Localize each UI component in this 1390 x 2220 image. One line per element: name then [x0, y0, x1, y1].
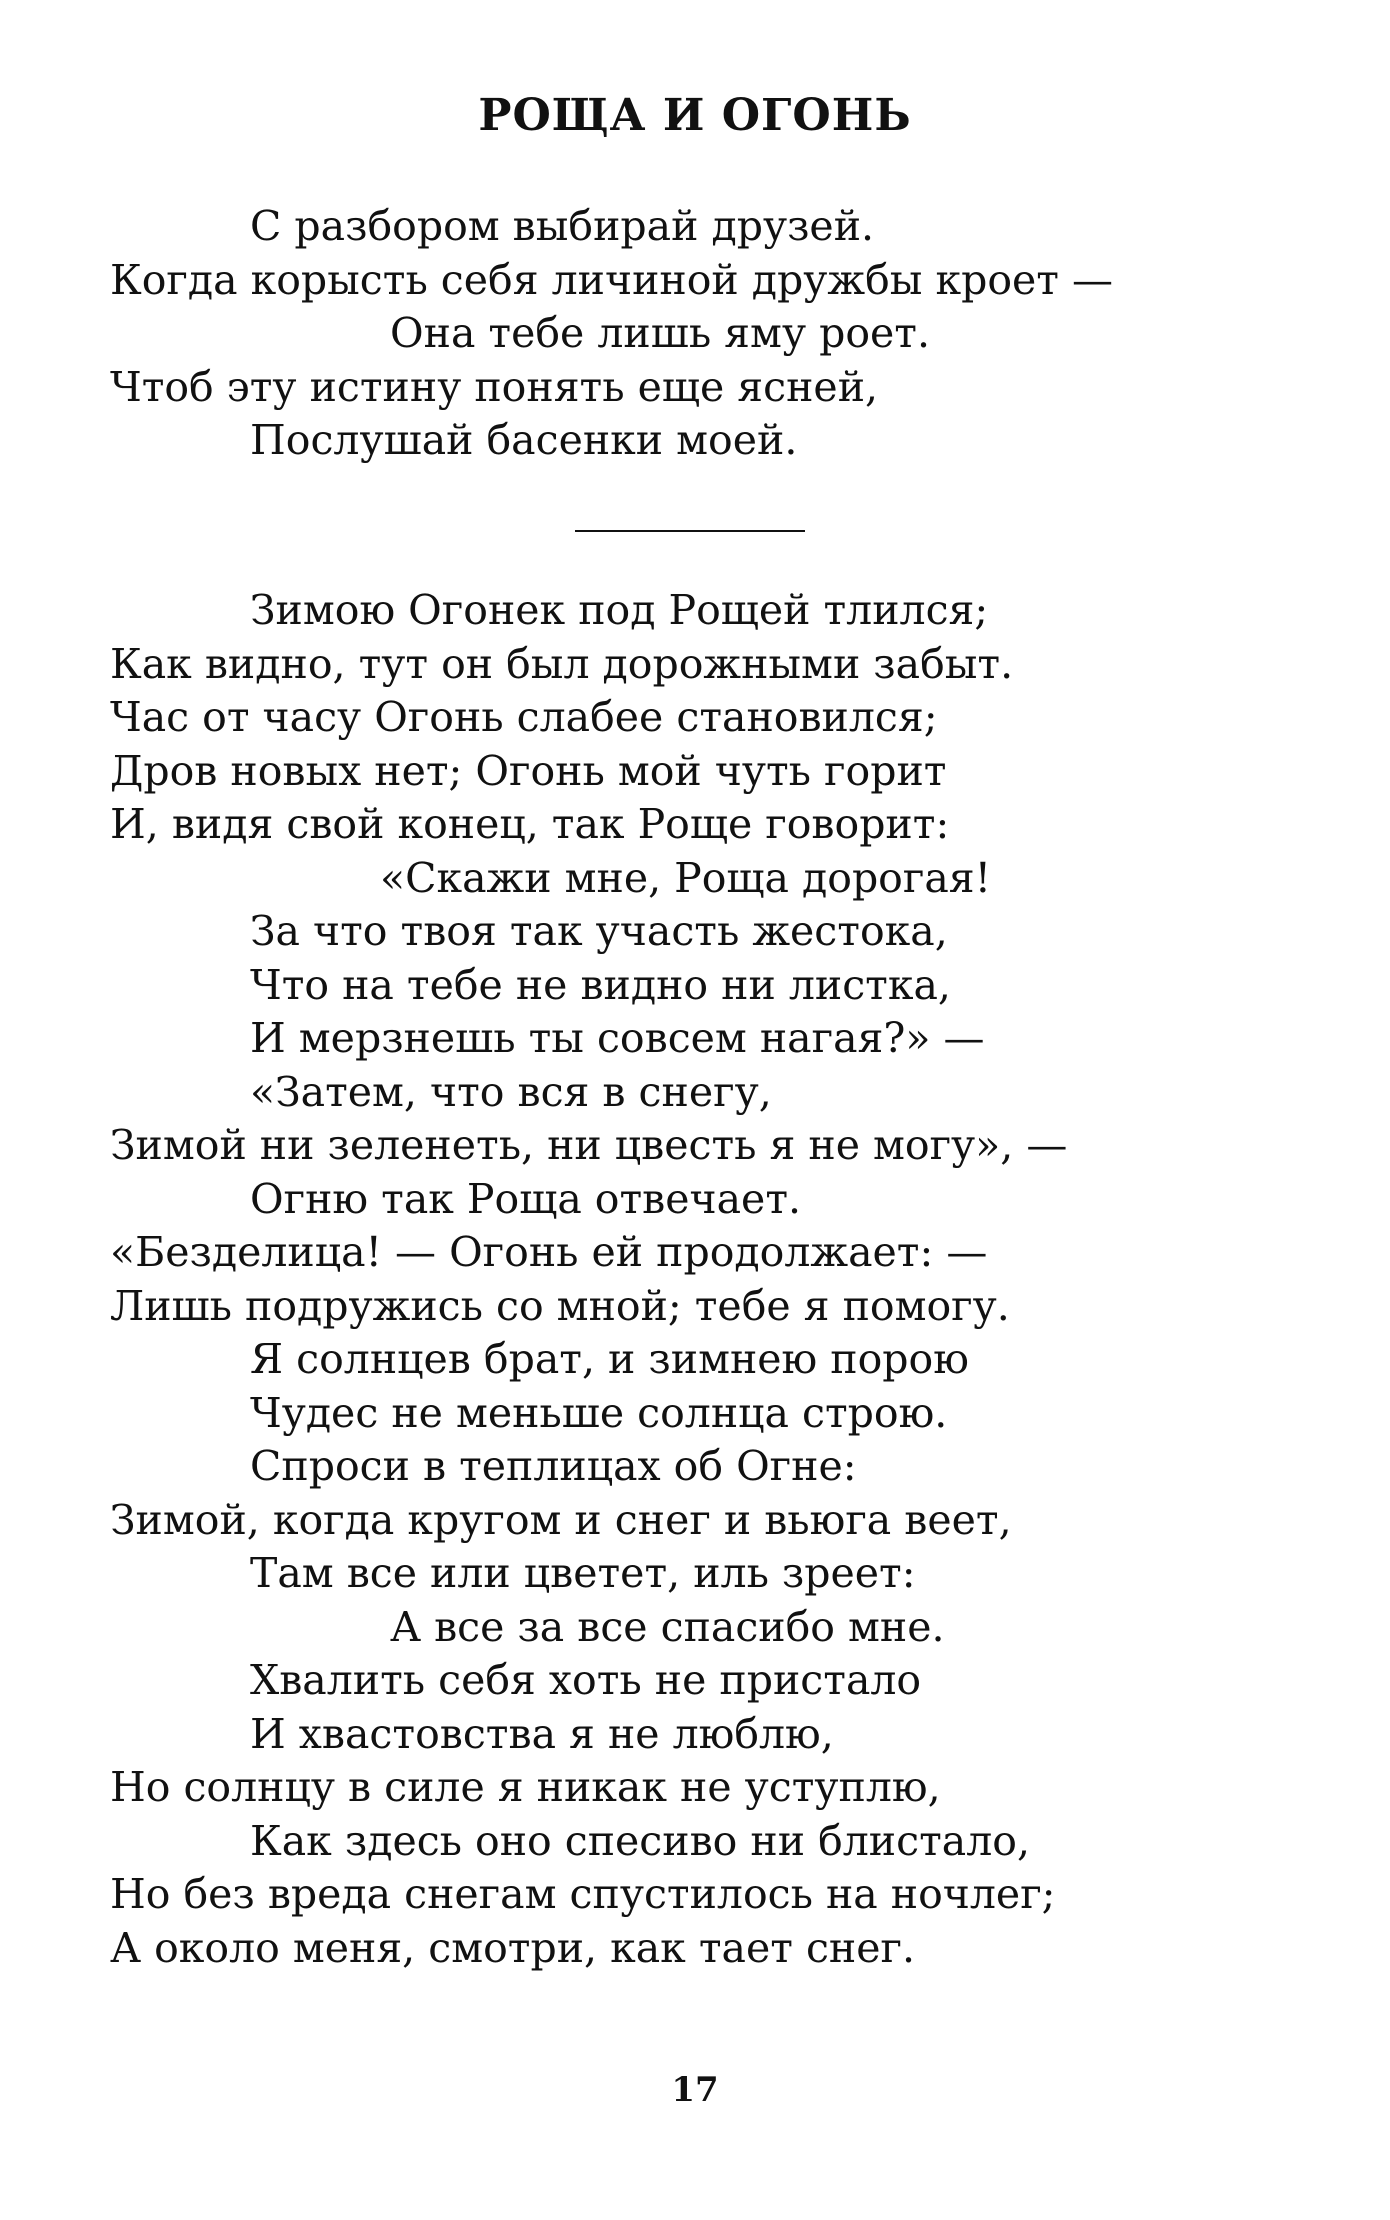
verse-line: Зимою Огонек под Рощей тлился;: [250, 586, 989, 634]
verse-line: Час от часу Огонь слабее становился;: [110, 693, 938, 741]
verse-line: Послушай басенки моей.: [250, 416, 798, 464]
verse-line: Что на тебе не видно ни листка,: [250, 960, 951, 1009]
verse-line: Хвалить себя хоть не пристало: [250, 1656, 922, 1704]
poem-title: РОЩА И ОГОНЬ: [478, 90, 912, 141]
moral-stanza: [110, 200, 1310, 468]
verse-line: Я солнцев брат, и зимнею порою: [250, 1335, 969, 1383]
verse-line: А около меня, смотри, как тает снег.: [110, 1923, 916, 1972]
verse-line: Спроси в теплицах об Огне:: [250, 1442, 857, 1490]
verse-line: Как здесь оно спесиво ни блистало,: [250, 1816, 1030, 1865]
verse-line: Там все или цветет, иль зреет:: [250, 1549, 916, 1597]
verse-line: Когда корысть себя личиной дружбы кроет —: [110, 255, 1113, 304]
verse-line: Она тебе лишь яму роет.: [390, 309, 931, 357]
page-number: 17: [671, 2070, 719, 2110]
verse-line: Дров новых нет; Огонь мой чуть горит: [110, 746, 947, 795]
verse-line: И мерзнешь ты совсем нагая?» —: [250, 1014, 985, 1062]
verse-line: Огню так Роща отвечает.: [250, 1174, 802, 1223]
verse-line: Зимой, когда кругом и снег и вьюга веет,: [110, 1495, 1012, 1544]
verse-line: Но солнцу в силе я никак не уступлю,: [110, 1763, 941, 1811]
fable-stanza: [110, 584, 1310, 1975]
section-divider: [575, 530, 805, 532]
verse-line: За что твоя так участь жестока,: [250, 907, 948, 955]
verse-line: «Безделица! — Огонь ей продолжает: —: [110, 1228, 988, 1276]
verse-line: Лишь подружись со мной; тебе я помогу.: [110, 1281, 1010, 1330]
verse-line: С разбором выбирай друзей.: [250, 202, 875, 250]
verse-line: И, видя свой конец, так Роще говорит:: [110, 800, 950, 848]
verse-line: «Скажи мне, Роща дорогая!: [380, 853, 992, 902]
verse-line: Чудес не меньше солнца строю.: [250, 1388, 948, 1437]
verse-line: Зимой ни зеленеть, ни цвесть я не могу», —: [110, 1121, 1068, 1169]
verse-line: А все за все спасибо мне.: [390, 1602, 945, 1651]
verse-line: Но без вреда снегам спустилось на ночлег;: [110, 1870, 1056, 1918]
verse-line: «Затем, что вся в снегу,: [250, 1067, 772, 1116]
verse-line: Чтоб эту истину понять еще ясней,: [110, 362, 879, 411]
verse-line: И хвастовства я не люблю,: [250, 1709, 834, 1758]
verse-line: Как видно, тут он был дорожными забыт.: [110, 639, 1014, 688]
